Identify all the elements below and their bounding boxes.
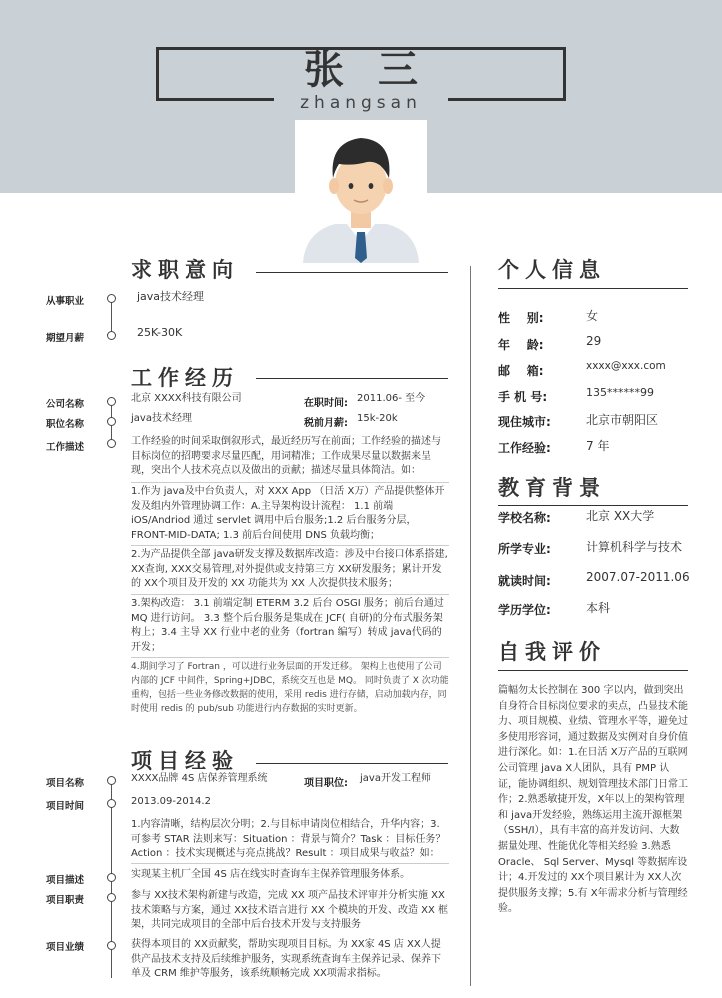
work-desc-intro: 工作经验的时间采取倒叙形式，最近经历写在前面；工作经验的描述与目标岗位的招聘要求尽量匹配，用词精准；工作成果尽量以数据来呈现，突出个人技术亮点以及做出的贡献；描述尽量具体简洁。如：	[131, 436, 441, 476]
school-label: 学校名称:	[498, 511, 551, 525]
company-value: 北京 XXXX科技有限公司	[131, 393, 242, 404]
education-title-line	[498, 505, 688, 506]
phone-value: 135******99	[586, 386, 654, 399]
work-desc-item-4: 4.期间学习了 Fortran ，可以进行业务层面的开发迁移。 架构上也使用了公司内部的 JCF 中间件，Spring+JDBC，系统交互也是 MQ。 同时负责了 X 次功能重构，包括一些业务修改数据的使用，采用 redis 进行存储，启动加载内存，同时使用 redis 的 pub/sub 功能进行内存数据的实时更新。	[131, 662, 449, 714]
work-time-label: 在职时间:	[304, 398, 348, 409]
self-eval-title: 自我评价	[498, 640, 606, 664]
city-value: 北京市朝阳区	[586, 413, 659, 427]
project-desc-value: 实现某主机厂全国 4S 店在线实时查询车主保养管理服务体系。	[131, 869, 411, 880]
name-pinyin: zhangsan	[300, 93, 422, 113]
gender-value: 女	[586, 309, 599, 323]
major-label: 所学专业:	[498, 542, 551, 556]
timeline-dot	[107, 331, 116, 340]
project-title-line	[256, 763, 448, 764]
school-value: 北京 XX大学	[586, 509, 655, 523]
timeline-dot	[107, 799, 116, 808]
work-title: 工作经历	[131, 366, 239, 390]
divider	[131, 657, 449, 658]
position-label: 职位名称	[46, 419, 85, 430]
project-duty-label: 项目职责	[46, 895, 85, 906]
work-desc-item-3: 3.架构改造： 3.1 前端定制 ETERM 3.2 后台 OSGI 服务；前后台通过MQ 进行访问。 3.3 整个后台服务是集成在 JCF( 自研)的分布式服务架构上；3.4 主导 XX 行业中老的业务（fortran 编写）转成 java代码的开发；	[131, 598, 444, 653]
email-value: xxxx@xxx.com	[586, 360, 666, 372]
email-label: 邮 箱:	[498, 364, 544, 378]
timeline-dot	[107, 439, 116, 448]
project-result-label: 项目业绩	[46, 942, 85, 953]
work-time-value: 2011.06- 至今	[357, 393, 426, 404]
position-value: java技术经理	[131, 413, 192, 424]
timeline-dot	[107, 941, 116, 950]
degree-value: 本科	[586, 601, 611, 615]
degree-label: 学历学位:	[498, 603, 551, 617]
project-name-label: 项目名称	[46, 778, 85, 789]
job-intent-title: 求职意向	[131, 258, 239, 282]
project-title: 项目经验	[131, 749, 239, 773]
timeline-dot	[107, 397, 116, 406]
company-label: 公司名称	[46, 399, 85, 410]
salary-value: 15k-20k	[357, 413, 398, 424]
education-title: 教育背景	[498, 476, 606, 500]
timeline-dot	[107, 417, 116, 426]
divider	[131, 594, 449, 595]
personal-title-line	[498, 288, 688, 289]
age-value: 29	[586, 334, 602, 348]
timeline-dot	[107, 873, 116, 882]
divider	[131, 545, 449, 546]
work-desc-item-1: 1.作为 java及中台负责人，对 XXX App （日活 X万）产品提供整体开发及组内外管理协调工作：A.主导架构设计流程： 1.1 前端 iOS/Andriod 通过 servlet 调用中后台服务;1.2 后台服务分层，FRONT-MID-DATA; 1.3 前后台间使用 DNS 负载均衡；	[131, 486, 445, 541]
project-role-label: 项目职位:	[304, 778, 348, 789]
study-time-label: 就读时间:	[498, 574, 551, 588]
city-label: 现住城市:	[498, 415, 551, 429]
experience-value: 7 年	[586, 439, 610, 453]
salary-label: 税前月薪:	[304, 418, 348, 429]
salary-expect-label: 期望月薪	[46, 333, 85, 344]
avatar	[295, 120, 427, 263]
project-desc-label: 项目描述	[46, 875, 85, 886]
self-eval-title-line	[498, 670, 688, 671]
work-desc-item-2: 2.为产品提供全部 java研发支撑及数据库改造：涉及中台接口体系搭建, XX查询, XXX交易管理,对外提供或支持第三方 XX研发服务；累计开发的 XX个项目及开发的 XX 功能共为 XX 人次提供技术服务；	[131, 549, 448, 589]
divider	[131, 482, 449, 483]
experience-label: 工作经验:	[498, 441, 551, 455]
self-eval-text: 篇幅勿太长控制在 300 字以内，做到突出自身符合目标岗位要求的卖点，凸显技术能力、项目规模、业绩、管理水平等，避免过多使用形容词，通过数据及实例对自身价值进行深化。如：1.在日活 X万产品的互联网公司管理 java X人团队，具有 PMP 认证，能协调组织、规划管理技术部门日常工作；2.熟悉敏捷开发，X年以上的架构管理和 java开发经验，熟练运用主流开源框架（SSH/I），具有丰富的高并发访问、大数据量处理、性能优化等相关经验 3.熟悉 Oracle、 Sql Server、Mysql 等数据库设计；4.开发过的 XX个项目累计为 XX人次提供服务支撑；5.有 X年需求分析与管理经验。	[498, 685, 688, 915]
timeline-dot	[107, 294, 116, 303]
name-frame-line-right	[448, 98, 566, 101]
major-value: 计算机科学与技术	[586, 540, 683, 554]
age-label: 年 龄:	[498, 338, 544, 352]
work-title-line	[256, 378, 448, 379]
timeline-dot	[107, 776, 116, 785]
avatar-illustration	[295, 120, 427, 263]
timeline-dot	[107, 893, 116, 902]
project-intro: 1.内容清晰，结构层次分明；2.与目标申请岗位相结合，升华内容；3.可参考 STAR 法则来写：Situation ：背景与简介？Task ：目标任务？Action ：技术实现概述与亮点挑战？Result ：项目成果与收益？如：	[131, 819, 446, 859]
work-desc-label: 工作描述	[46, 442, 85, 453]
phone-label: 手 机 号:	[498, 390, 548, 404]
personal-title: 个人信息	[498, 258, 606, 282]
salary-expect-value: 25K-30K	[137, 326, 183, 339]
name-frame-line-left	[156, 98, 274, 101]
column-divider	[470, 266, 471, 986]
job-intent-title-line	[256, 272, 448, 273]
project-time-value: 2013.09-2014.2	[131, 796, 211, 807]
project-role-value: java开发工程师	[360, 773, 431, 784]
job-intent-value: java技术经理	[137, 290, 205, 303]
job-intent-label: 从事职业	[46, 296, 85, 307]
divider	[131, 863, 449, 864]
project-duty-value: 参与 XX技术架构新建与改造，完成 XX 项产品技术评审并分析实施 XX 技术策略与方案，通过 XX技术语言进行 XX 个模块的开发、改造 XX 框架，共同完成项目的全部中后台技术开发与支持服务	[131, 890, 448, 930]
project-result-value: 获得本项目的 XX贡献奖，帮助实现项目目标。为 XX家 4S 店 XX人提供产品技术支持及后续维护服务，实现系统查询车主保养记录、保养下单及 CRM 维护等服务，该系统顺畅完成 XX项需求指标。	[131, 939, 441, 979]
project-time-label: 项目时间	[46, 801, 85, 812]
gender-label: 性 别:	[498, 311, 544, 325]
name: 张三	[304, 47, 452, 93]
project-name-value: XXXX品牌 4S 店保养管理系统	[131, 773, 268, 784]
study-time-value: 2007.07-2011.06	[586, 570, 690, 584]
